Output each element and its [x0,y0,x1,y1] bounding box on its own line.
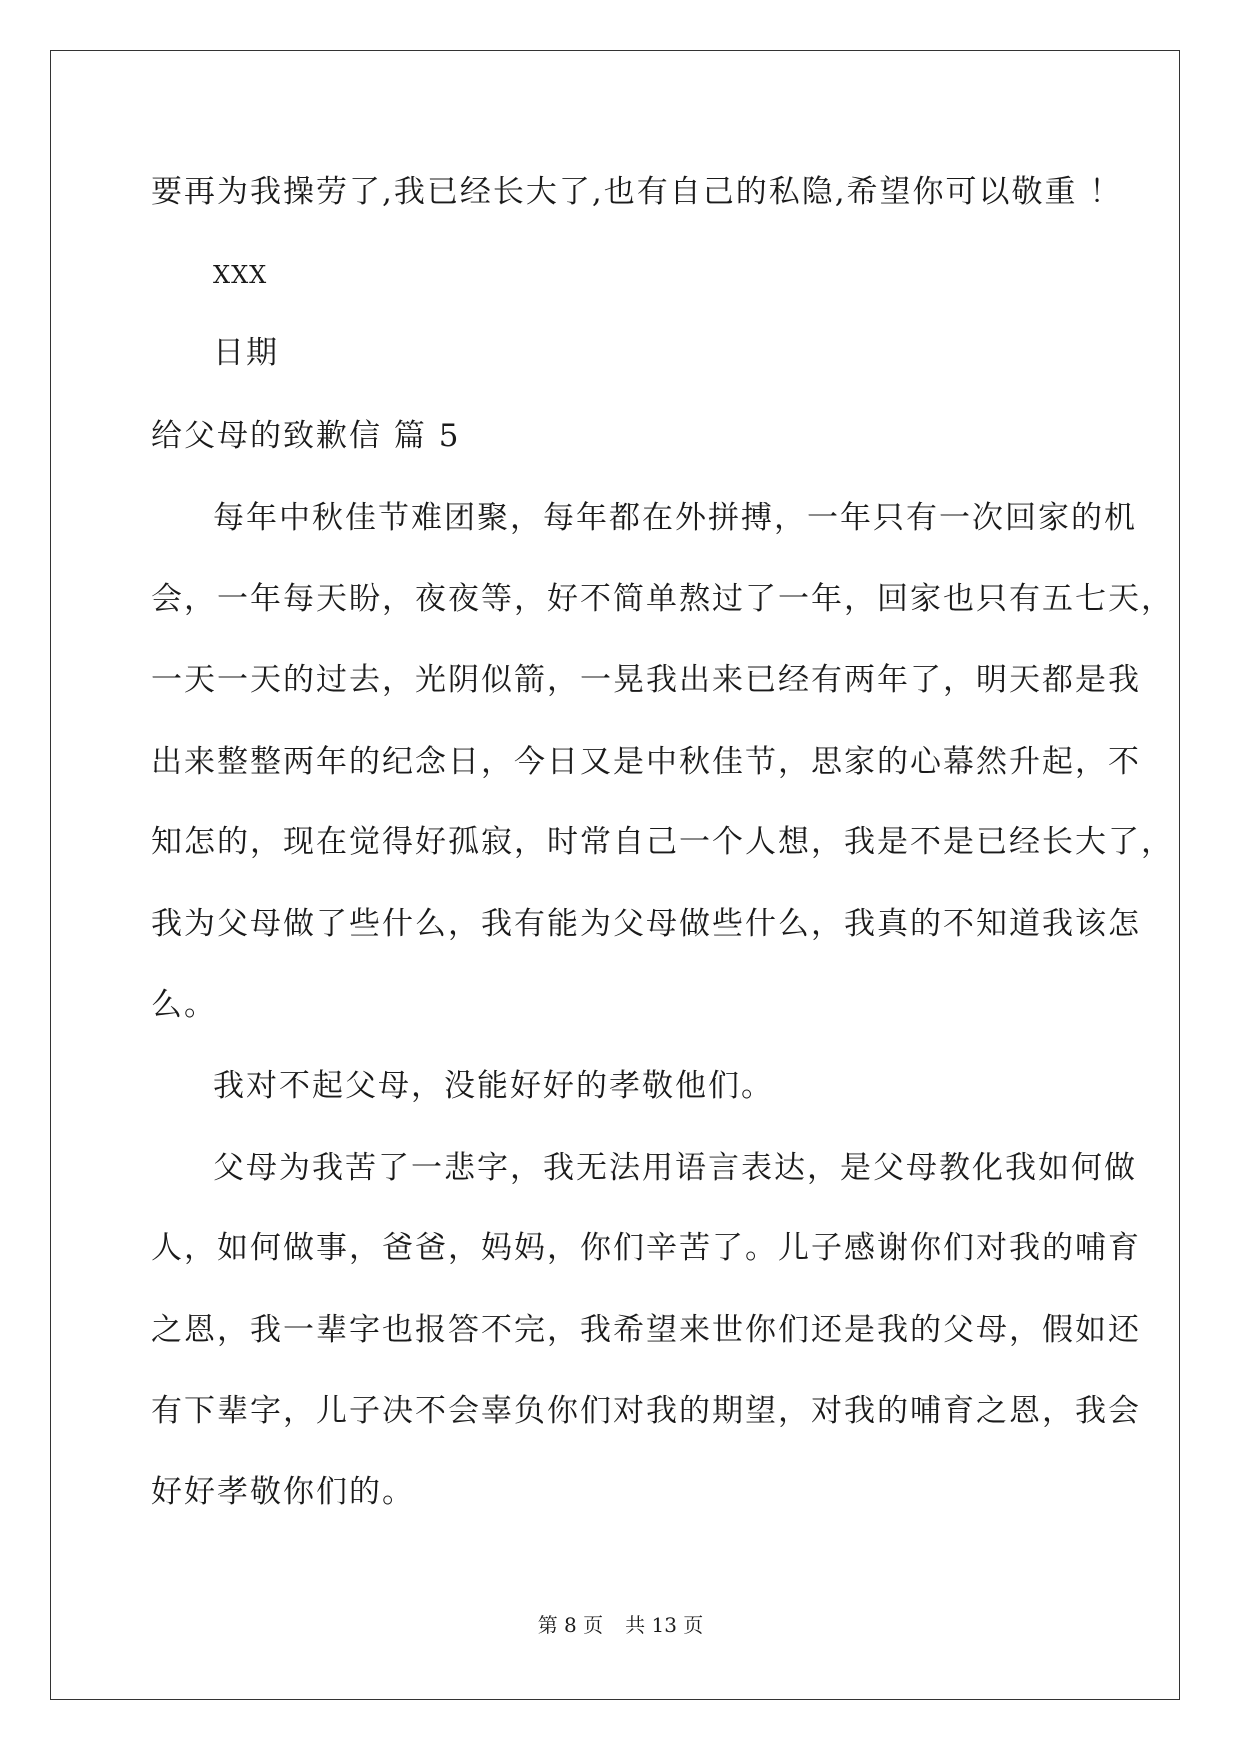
text-line: 要再为我操劳了,我已经长大了,也有自己的私隐,希望你可以敬重 ！ [151,174,1123,210]
section-heading: 给父母的致歉信 篇 5 [151,418,461,454]
page-number: 第 8 页 [537,1613,604,1637]
text-line: 知怎的，现在觉得好孤寂，时常自己一个人想，我是不是已经长大了， [151,824,1174,860]
text-line: 我为父母做了些什么，我有能为父母做些什么，我真的不知道我该怎 [151,906,1141,942]
text-line: 好好孝敬你们的。 [151,1474,415,1510]
page-total: 共 13 页 [625,1613,704,1637]
text-line: 么。 [151,987,217,1023]
text-line: 人，如何做事，爸爸，妈妈，你们辛苦了。儿子感谢你们对我的哺育 [151,1230,1141,1266]
signature-name: XXX [213,261,268,289]
page-footer [0,1612,1241,1638]
text-line: 出来整整两年的纪念日，今日又是中秋佳节，思家的心幕然升起，不 [151,744,1141,780]
text-line: 父母为我苦了一悲字，我无法用语言表达，是父母教化我如何做 [213,1150,1137,1186]
text-line: 一天一天的过去，光阴似箭，一晃我出来已经有两年了，明天都是我 [151,662,1141,698]
text-line: 每年中秋佳节难团聚，每年都在外拼搏，一年只有一次回家的机 [213,500,1137,536]
page-border [50,50,1180,1700]
text-line: 之恩，我一辈字也报答不完，我希望来世你们还是我的父母，假如还 [151,1312,1141,1348]
text-line: 有下辈字，儿子决不会辜负你们对我的期望，对我的哺育之恩，我会 [151,1393,1141,1429]
text-line: 我对不起父母，没能好好的孝敬他们。 [213,1068,774,1104]
text-line: 会，一年每天盼，夜夜等，好不简单熬过了一年，回家也只有五七天， [151,581,1174,617]
date-label: 日期 [213,335,279,371]
